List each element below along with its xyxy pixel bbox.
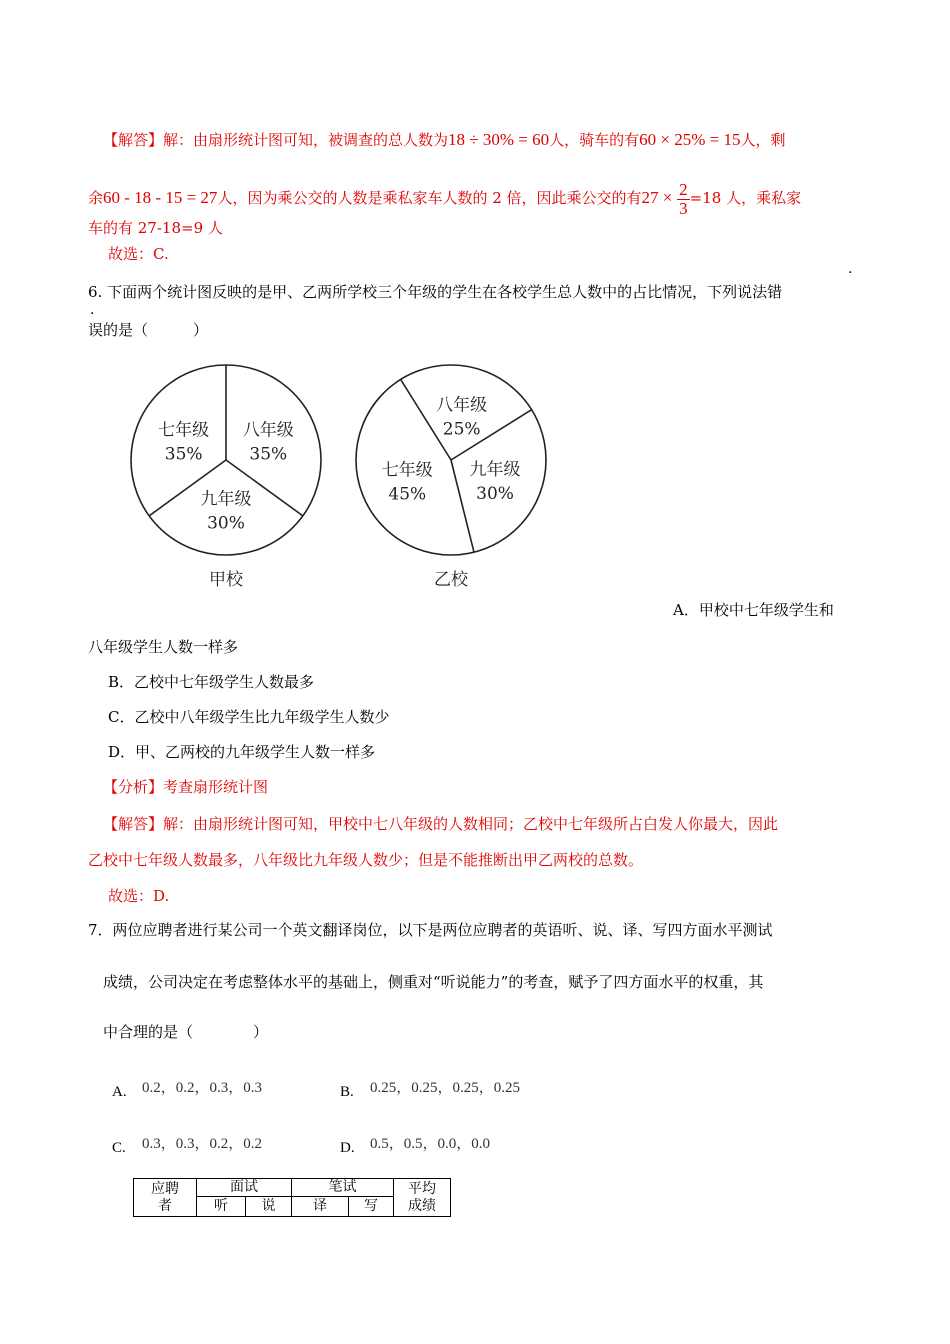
pie-category-label: 九年级 (469, 459, 521, 480)
table-header-interview: 面试 (197, 1179, 292, 1197)
math-expression: 18 ÷ 30% = 60 (448, 130, 550, 149)
q5-answer-line-1: 【解答】解：由扇形统计图可知，被调查的总人数为18 ÷ 30% = 60人，骑车的有60 × 25% = 15人，剩 (103, 130, 786, 149)
q7-option-d-value: 0.5，0.5，0.0，0.0 (370, 1136, 491, 1152)
q6-stem-end: 误的是（ ） (88, 321, 209, 339)
q7-stem-1: 7．两位应聘者进行某公司一个英文翻译岗位，以下是两位应聘者的英语听、说、译、写四方面水平测试 (88, 921, 773, 939)
q7-stem-2: 成绩，公司决定在考虑整体水平的基础上，侧重对“听说能力”的考查，赋予了四方面水平的权重，其 (103, 973, 764, 991)
pie-category-label: 七年级 (381, 460, 433, 481)
answer-label: 【解答】 (103, 815, 164, 833)
q6-analysis: 【分析】考查扇形统计图 (103, 778, 269, 796)
table-header-translate: 译 (292, 1197, 349, 1217)
table-header-listen: 听 (197, 1197, 246, 1217)
q5-choice: 故选：C. (108, 245, 169, 263)
q6-choice: 故选：D. (108, 887, 170, 905)
pie-category-label: 九年级 (200, 489, 252, 510)
pie-category-label: 八年级 (436, 395, 488, 416)
pie-charts (120, 355, 570, 595)
pie-category-label: 七年级 (158, 420, 210, 441)
q6-option-a-cont: 八年级学生人数一样多 (88, 638, 239, 656)
fraction: $\frac{2}{3}$ (679, 179, 688, 218)
emphasis-dot: · (848, 265, 853, 281)
q6-stem: 6. 下面两个统计图反映的是甲、乙两所学校三个年级的学生在各校学生总人数中的占比情况，下列说法错 (88, 283, 783, 301)
q7-option-a-label: A. (112, 1084, 127, 1100)
table-header-written: 笔试 (292, 1179, 394, 1197)
table-header-applicant: 应聘 者 (134, 1179, 197, 1217)
q6-option-c: C．乙校中八年级学生比九年级学生人数少 (108, 708, 390, 726)
emphasis-dot: · (90, 306, 95, 322)
q7-option-c-label: C. (112, 1140, 126, 1156)
q7-option-b-label: B. (340, 1084, 354, 1100)
q7-option-d-label: D. (340, 1140, 355, 1156)
q7-option-c-value: 0.3，0.3，0.2，0.2 (142, 1136, 263, 1152)
pie-category-label: 八年级 (242, 420, 294, 441)
q6-answer-line-2: 乙校中七年级人数最多，八年级比九年级人数少；但是不能推断出甲乙两校的总数。 (88, 851, 644, 869)
answer-label: 【解答】 (103, 131, 164, 149)
table-header-write: 写 (349, 1197, 394, 1217)
pie-percent-label: 30% (207, 513, 245, 534)
pie-percent-label: 35% (164, 444, 203, 465)
score-table (133, 1178, 451, 1217)
math-expression: 60 × 25% = 15 (639, 130, 741, 149)
table-header-average: 平均 成绩 (394, 1179, 451, 1217)
q5-answer-line-3: 车的有 27-18=9 人 (88, 219, 223, 237)
pie-percent-label: 30% (476, 483, 514, 504)
table-row (134, 1179, 451, 1197)
q6-answer-line-1: 【解答】解：由扇形统计图可知，甲校中七八年级的人数相同；乙校中七年级所占白发人你最大，因此 (103, 815, 779, 833)
pie-title-yi: 乙校 (434, 570, 468, 590)
q6-option-a: A．甲校中七年级学生和 (673, 601, 834, 619)
pie-title-jia: 甲校 (209, 570, 243, 590)
q7-stem-3: 中合理的是（ ） (103, 1023, 269, 1041)
table-header-speak: 说 (246, 1197, 292, 1217)
q6-option-b: B．乙校中七年级学生人数最多 (108, 673, 315, 691)
q7-option-a-value: 0.2，0.2，0.3，0.3 (142, 1080, 263, 1096)
pie-percent-label: 35% (249, 444, 288, 465)
pie-percent-label: 25% (442, 419, 481, 440)
pie-percent-label: 45% (388, 484, 427, 505)
q6-option-d: D．甲、乙两校的九年级学生人数一样多 (108, 743, 376, 761)
math-expression: 27 × (641, 188, 673, 207)
math-expression: 60 - 18 - 15 = 27 (103, 188, 218, 207)
q5-answer-line-2: 余60 - 18 - 15 = 27人，因为乘公交的人数是乘私家车人数的 2 倍，因此乘公交的有27 × $\frac{2}{3}$ =18 人，乘私家 (88, 179, 802, 218)
q7-option-b-value: 0.25，0.25，0.25，0.25 (370, 1080, 521, 1096)
